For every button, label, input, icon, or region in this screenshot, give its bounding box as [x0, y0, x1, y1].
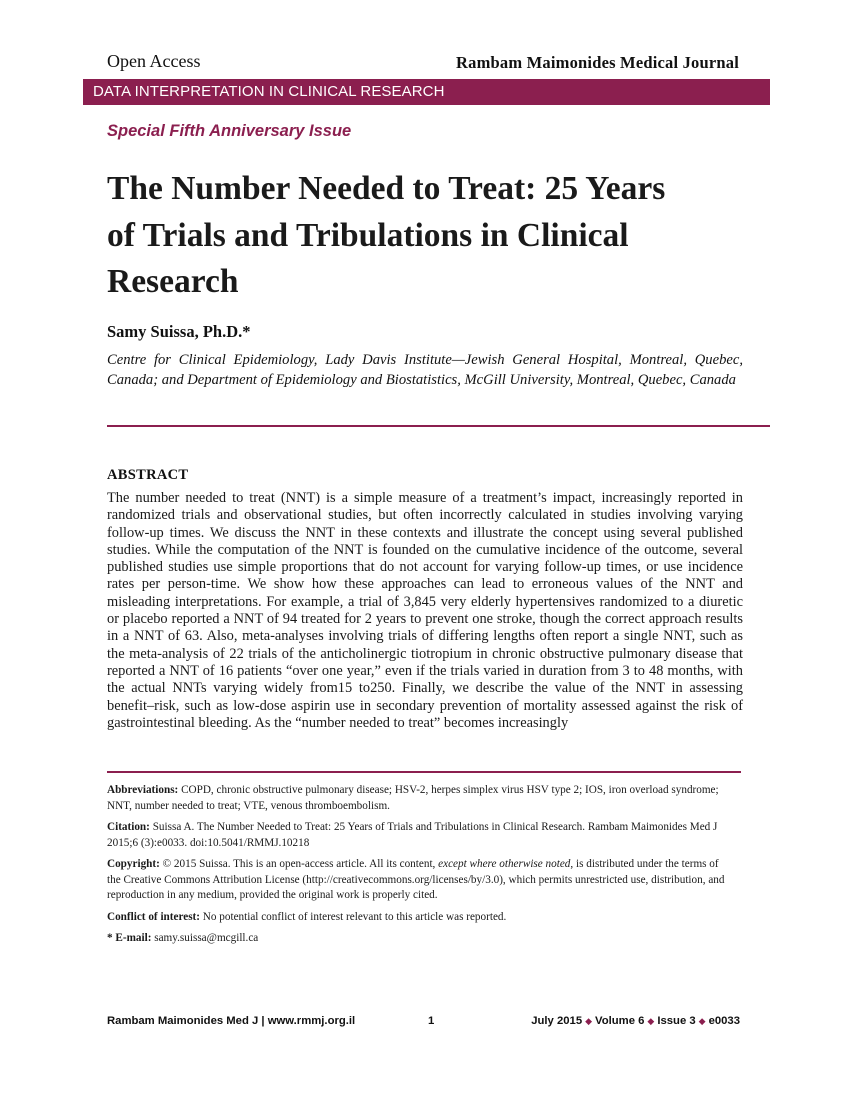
title-line: The Number Needed to Treat: 25 Years — [107, 170, 666, 207]
citation-label: Citation: — [107, 821, 150, 833]
page-number: 1 — [428, 1015, 435, 1027]
header-journal-name: Rambam Maimonides Medical Journal — [456, 53, 739, 72]
header-open-access: Open Access — [107, 51, 201, 71]
copyright-note — [107, 857, 727, 904]
footer-article-id: e0033 — [708, 1015, 740, 1027]
abbreviations-note — [107, 783, 727, 814]
footer-journal-link[interactable]: Rambam Maimonides Med J | www.rmmj.org.il — [107, 1015, 356, 1027]
copyright-text: © 2015 Suissa. This is an open-access article. All its content, — [162, 858, 436, 870]
copyright-italic-text: except where otherwise noted — [438, 858, 571, 870]
conflict-text: No potential conflict of interest relevant to this article was reported. — [202, 910, 507, 923]
conflict-note — [107, 910, 727, 926]
abbreviations-text: COPD, chronic obstructive pulmonary disease; HSV-2, herpes simplex virus HSV type 2; IOS, iron overload syndrome; NNT, number needed to treat; VTE, venous thromboembolism. — [107, 784, 719, 812]
divider-rule — [107, 425, 770, 427]
citation-note — [107, 820, 727, 851]
footer-issue-info — [531, 1015, 740, 1027]
author-affiliation: Centre for Clinical Epidemiology, Lady Davis Institute—Jewish General Hospital, Montreal, Quebec, Canada; and Department of Epidemiology and Biostatistics, McGill University, Montreal, Quebec, Canada — [107, 352, 743, 388]
footer-volume: Volume 6 — [595, 1015, 645, 1027]
diamond-icon: ◆ — [647, 1016, 655, 1026]
email-note — [107, 931, 727, 947]
citation-text: Suissa A. The Number Needed to Treat: 25 Years of Trials and Tribulations in Clinical Research. Rambam Maimonides Med J 2015;6 (3):e0033. doi:10.5041/RMMJ.10218 — [107, 821, 718, 849]
email-link[interactable]: samy.suissa@mcgill.ca — [154, 932, 259, 944]
abstract-body: The number needed to treat (NNT) is a simple measure of a treatment’s impact, increasingly reported in randomized trials and observational studies, but often incorrectly calculated in studies involving varying follow-up times. We discuss the NNT in these contexts and illustrate the concept using several published studies. While the computation of the NNT is founded on the cumulative incidence of the outcome, several published studies use simple proportions that do not account for varying follow-up times, or use incidence rates per person-time. We show how these approaches can lead to erroneous values of the NNT and misleading interpretations. For example, a trial of 3,845 very elderly hypertensives randomized to a diuretic or placebo reported a NNT of 94 treated for 2 years to prevent one stroke, though the correct approach results in a NNT of 63. Also, meta-analyses involving trials of differing lengths often report a single NNT, such as the meta-analysis of 22 trials of the anticholinergic tiotropium in chronic obstructive pulmonary disease that reported a NNT of 16 patients “over one year,” even if the trials varied in duration from 3 to 48 months, with the actual NNTs varying widely from15 to250. Finally, we describe the value of the NNT in assessing benefit–risk, such as low-dose aspirin use in secondary prevention of mortality assessed against the risk of gastrointestinal bleeding. As the “number needed to treat” becomes increasingly — [107, 490, 743, 731]
author-name: Samy Suissa, Ph.D.* — [107, 322, 251, 341]
section-banner — [83, 79, 770, 105]
section-banner-label: DATA INTERPRETATION IN CLINICAL RESEARCH — [93, 83, 445, 100]
footer-date: July 2015 — [531, 1015, 583, 1027]
copyright-text-continued: , is distributed under the terms of the Creative Commons Attribution License (http://creativecommons.org/licenses/by/3.0), which permits unrestricted use, distribution, and reproduction in any medium, provided the original work is properly cited. — [107, 858, 725, 901]
special-issue-label: Special Fifth Anniversary Issue — [107, 122, 352, 140]
divider-rule — [107, 771, 741, 773]
title-line: Research — [107, 263, 239, 300]
diamond-icon: ◆ — [698, 1016, 706, 1026]
front-matter — [107, 783, 727, 953]
footer-issue: Issue 3 — [657, 1015, 696, 1027]
abbreviations-label: Abbreviations: — [107, 784, 179, 796]
diamond-icon: ◆ — [585, 1016, 593, 1026]
article-title — [107, 166, 757, 306]
abstract-heading: ABSTRACT — [107, 467, 189, 483]
copyright-label: Copyright: — [107, 858, 160, 870]
conflict-label: Conflict of interest: — [107, 910, 200, 923]
title-line: of Trials and Tribulations in Clinical — [107, 216, 629, 254]
page-footer — [107, 1015, 740, 1031]
email-label: * E-mail: — [107, 932, 152, 944]
